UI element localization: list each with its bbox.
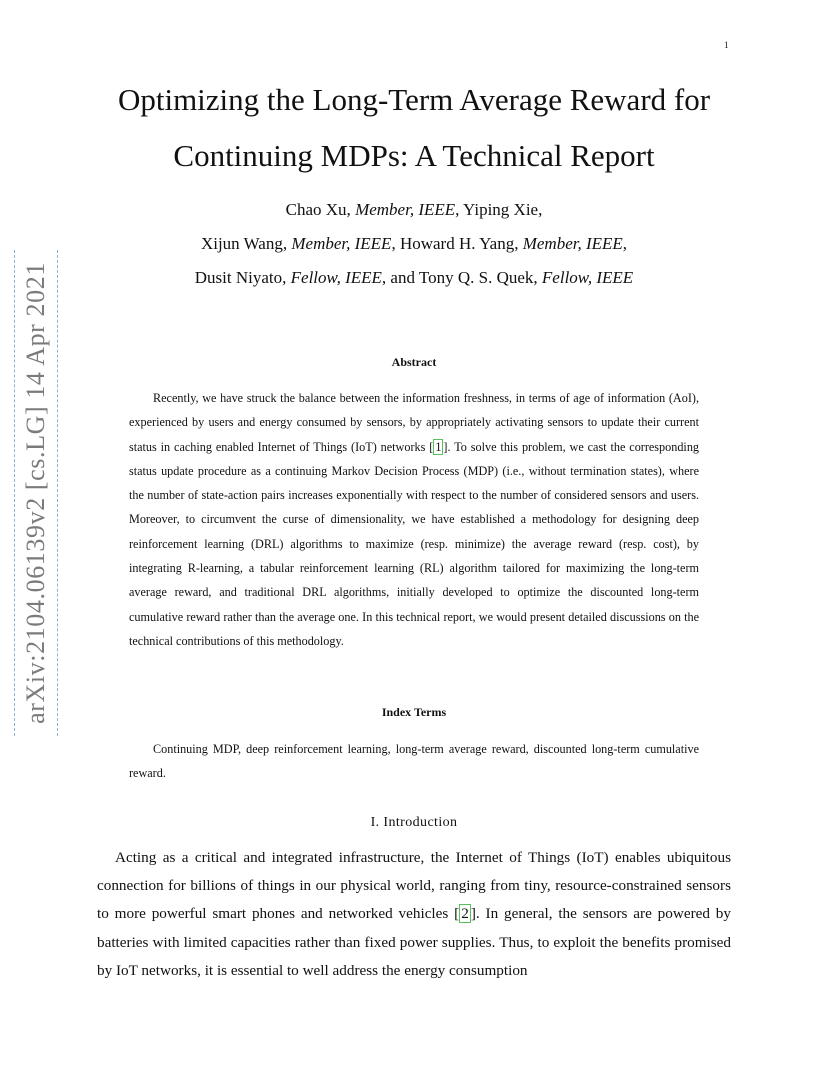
author-name: Dusit Niyato,	[194, 268, 291, 287]
page-number: 1	[724, 40, 729, 50]
intro-text-part: Acting as a critical and integrated infrastructure, the Internet of Things (IoT) enables ubiquitous connection for billions of things in our physical world, ranging from tiny, resource-constrained sensors to more powerful smart phones and networked vehicles [	[97, 849, 731, 923]
abstract-text	[129, 386, 699, 653]
abstract-heading: Abstract	[391, 355, 437, 369]
section-heading: I. Introduction	[370, 815, 458, 830]
abstract-text-part: Recently, we have struck the balance between the information freshness, in terms of age of information (AoI), experienced by users and energy consumed by sensors, by appropriately activating sensors to update their current status in caching enabled Internet of Things (IoT) networks [	[129, 391, 699, 454]
author-name: , and Tony Q. S. Quek,	[381, 268, 542, 287]
title-line-2: Continuing MDPs: A Technical Report	[173, 138, 655, 173]
author-membership: Member, IEEE	[522, 234, 623, 253]
author-line-2	[100, 227, 728, 261]
title-line-1: Optimizing the Long-Term Average Reward for	[117, 82, 711, 117]
paper-title	[90, 72, 738, 184]
author-membership: Member, IEEE	[355, 200, 456, 219]
abstract-text-part: ]. To solve this problem, we cast the corresponding status update procedure as a continuing Markov Decision Process (MDP) (i.e., without termination states), where the number of state-action pairs increases exponentially with respect to the number of considered sensors and users. Moreover, to circumvent the curse of dimensionality, we have established a methodology for designing deep reinforcement learning (DRL) algorithms to maximize (resp. minimize) the average reward (resp. cost), by integrating R-learning, a tabular reinforcement learning (RL) algorithm tailored for maximizing the long-term average reward, and traditional DRL algorithms, initially developed to optimize the discounted long-term cumulative reward rather than the average one. In this technical report, we would present detailed discussions on the technical contributions of this methodology.	[129, 439, 700, 648]
citation-link[interactable]: 2	[461, 905, 469, 923]
author-list	[100, 193, 728, 295]
citation-link[interactable]: 1	[435, 439, 442, 454]
intro-text-part: ]. In general, the sensors are powered by batteries with limited capacities rather than fixed power supplies. Thus, to exploit the benefits promised by IoT networks, it is essential to well address the energy consumption	[97, 905, 731, 979]
author-membership: Fellow, IEEE	[541, 268, 634, 287]
author-line-3	[100, 261, 728, 295]
author-name: Xijun Wang,	[200, 234, 292, 253]
author-name: Chao Xu,	[285, 200, 356, 219]
introduction-text	[97, 844, 731, 985]
author-line-1	[100, 193, 728, 227]
author-name: , Howard H. Yang,	[391, 234, 523, 253]
author-membership: Fellow, IEEE	[290, 268, 382, 287]
author-name: , Yiping Xie,	[455, 200, 543, 219]
arxiv-stamp	[14, 250, 58, 736]
author-separator: ,	[622, 234, 628, 253]
index-terms-heading: Index Terms	[381, 705, 447, 719]
author-membership: Member, IEEE	[291, 234, 392, 253]
arxiv-identifier: arXiv:2104.06139v2 [cs.LG] 14 Apr 2021	[21, 262, 51, 724]
index-terms-text: Continuing MDP, deep reinforcement learning, long-term average reward, discounted long-term cumulative reward.	[129, 742, 699, 781]
